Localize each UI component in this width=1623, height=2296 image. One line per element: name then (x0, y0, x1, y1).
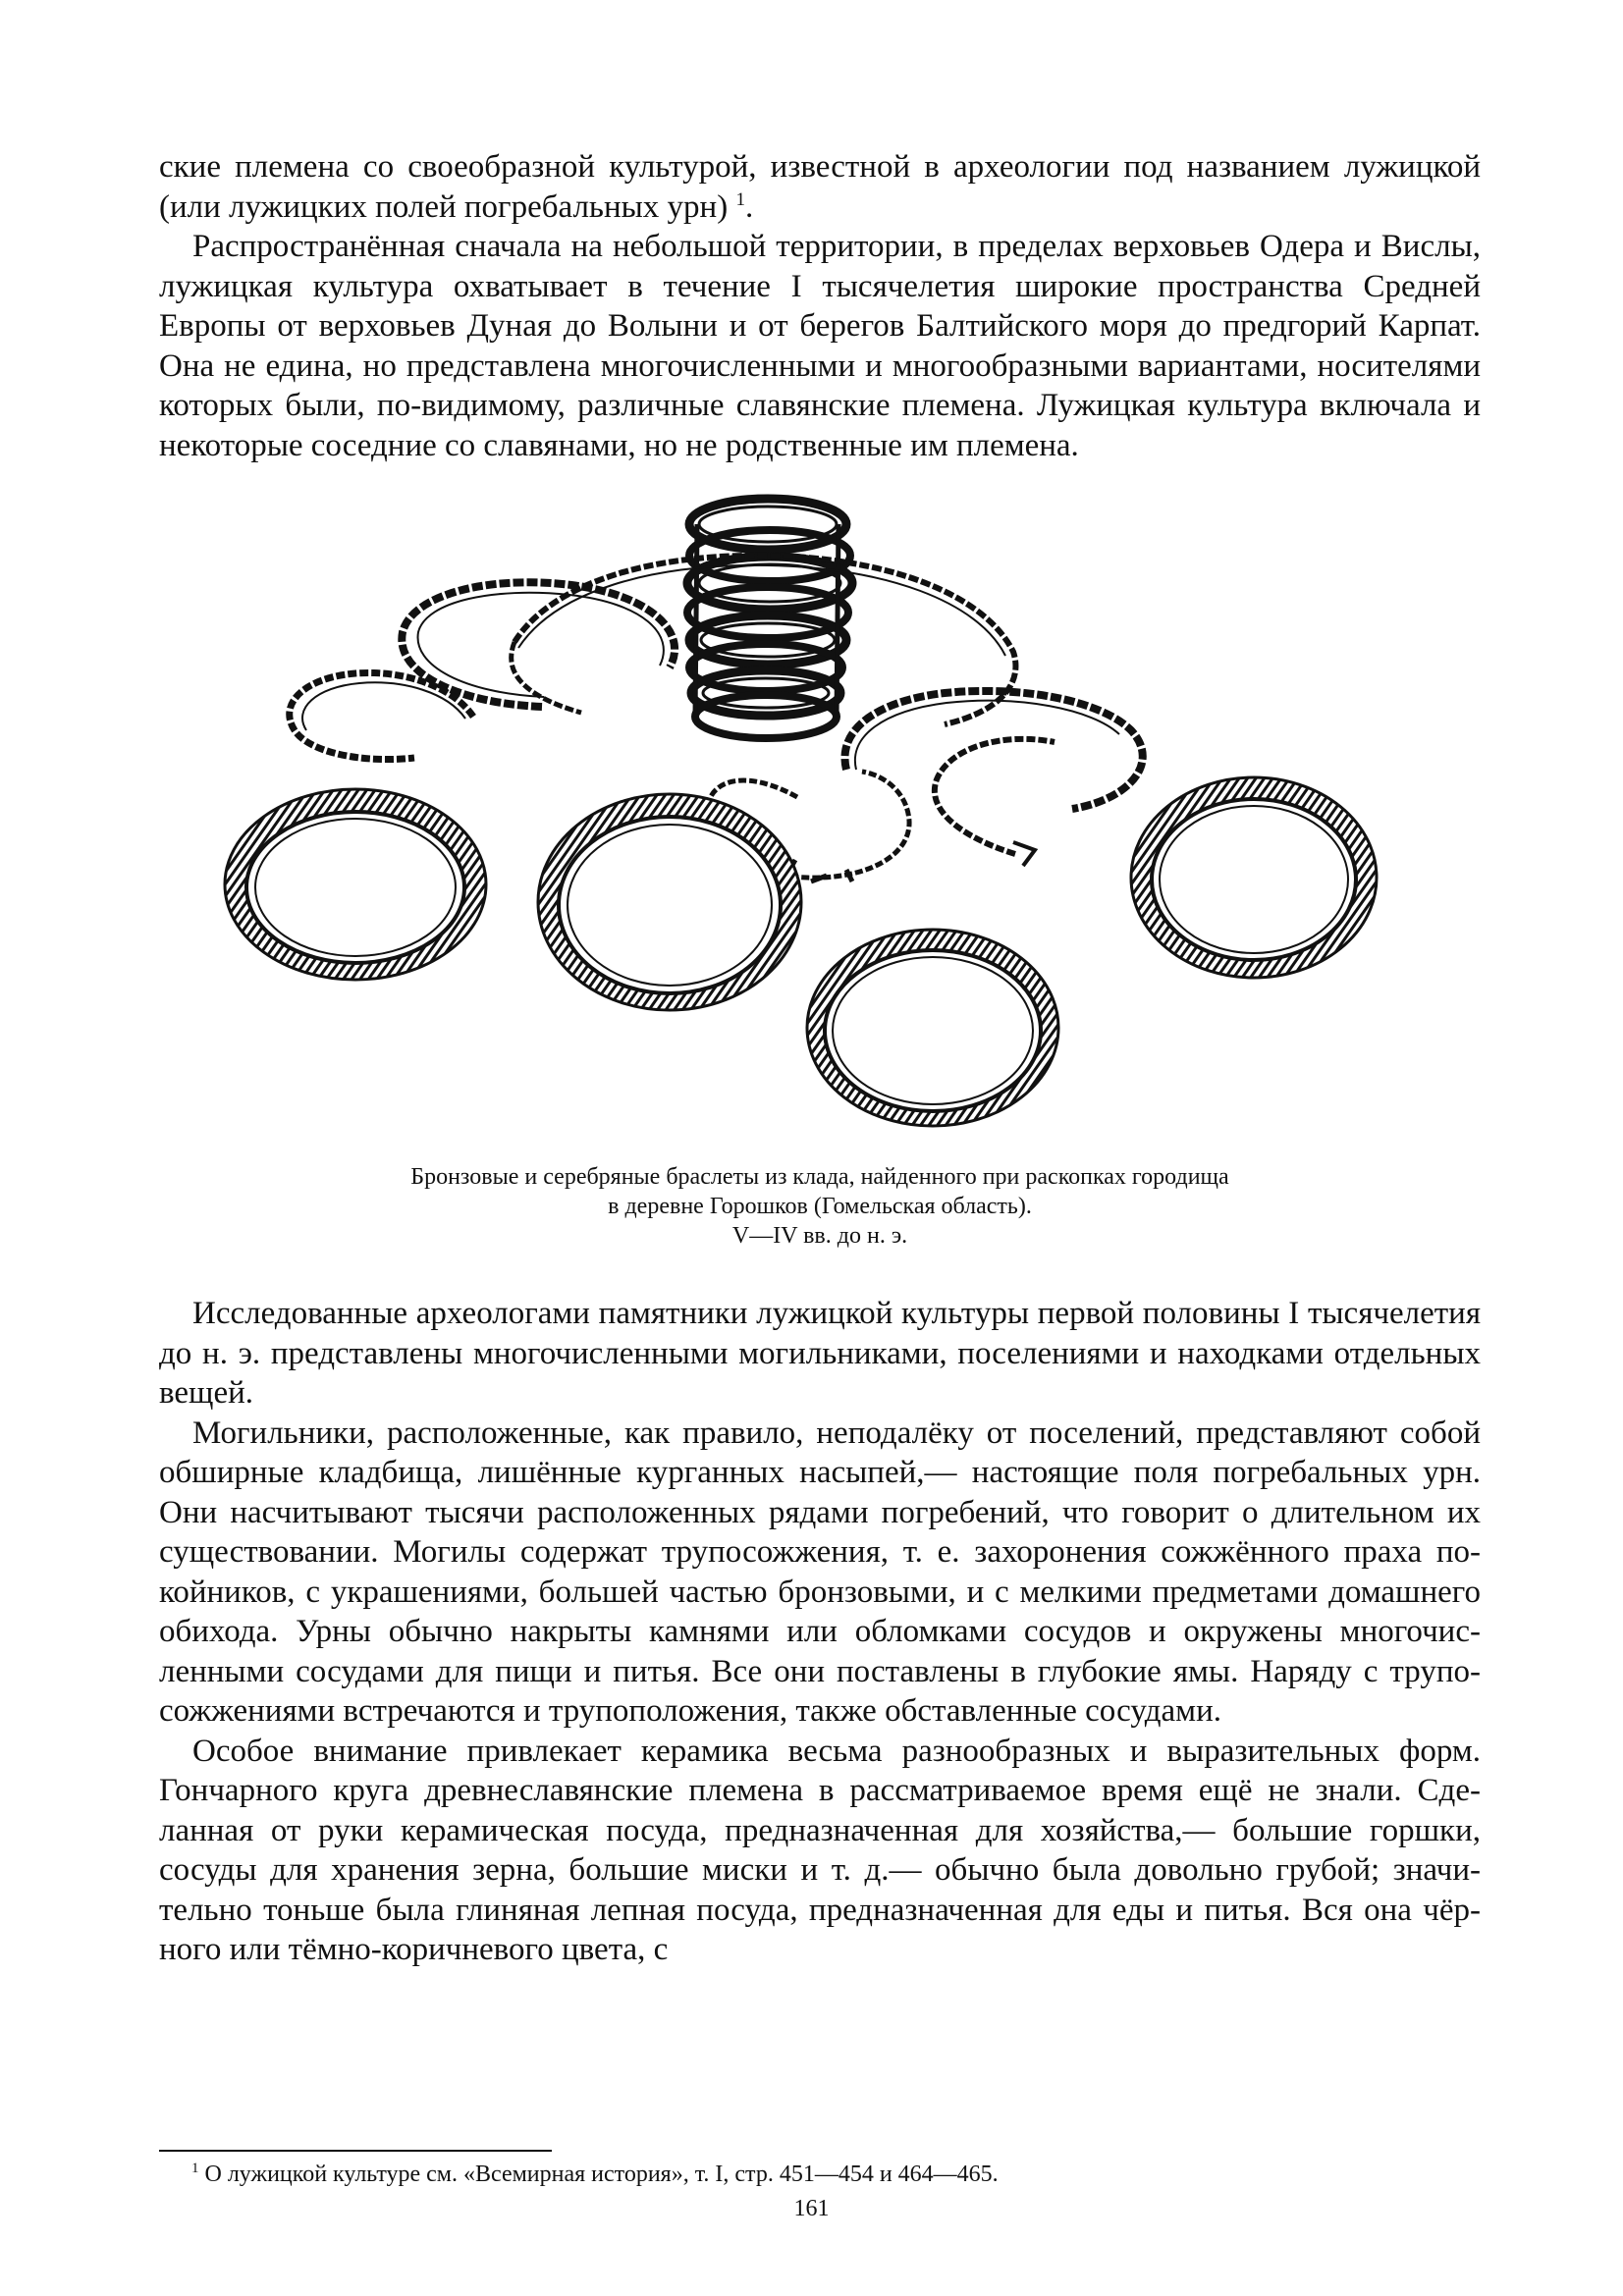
paragraph-1 (159, 147, 1481, 227)
paragraph-1-text: ские племена со своеобразной культурой, известной в археологии под названием лужицкой (или лужицких полей погребальных урн) (159, 149, 1481, 225)
closed-ring-far-right (1131, 777, 1377, 978)
footnote-text: О лужицкой культуре см. «Всемирная история», т. I, стр. 451—454 и 464—465. (204, 2162, 999, 2187)
lower-text-block (159, 1294, 1481, 1970)
paragraph-5: Особое внимание привлекает керамика весьма разнообразных и выразительных форм. Гончарного круга древнеславянские племена в рассматриваемое время ещё не знали. Сделанная от руки керамическая посуда, предназначенная для хозяйства,— большие горшки, сосуды для хранения зерна, большие миски и т. д.— обычно была довольно грубой; значительно тоньше была глиняная лепная посуда, предназначенная для еды и питья. Вся она чёрного или тёмно-коричневого цвета, с (159, 1733, 1481, 1967)
open-ring-right-small (935, 739, 1055, 866)
closed-ring-far-left (225, 789, 486, 980)
footnote (191, 2160, 999, 2189)
bracelets-drawing (159, 485, 1481, 1133)
upper-text-block (159, 147, 1481, 465)
caption-line-1: Бронзовые и серебряные браслеты из клада, найденного при раскопках городища (410, 1164, 1229, 1190)
page-number: 161 (793, 2196, 830, 2221)
footnote-reference[interactable]: 1 (735, 188, 745, 210)
closed-ring-center-left (538, 794, 801, 1010)
spiral-coil-bracelet (687, 499, 852, 738)
paragraph-2: Распространённая сначала на небольшой территории, в пределах верховьев Одера и Вислы, лужицкая культура охватывает в течение I тысячелетия широкие пространства Средней Европы от верховьев Дуная до Волыни и от берегов Балтийского моря до предгорий Карпат. Она не едина, но представлена многочисленными и многообразными вариантами, носителями которых были, по-видимому, различные славянские племена. Лужицкая культура включала и некоторые соседние со славянами, но не родственные им племена. (159, 229, 1481, 463)
bracelets-illustration (159, 485, 1481, 1133)
caption-line-2: в деревне Горошков (Гомельская область). (608, 1194, 1032, 1219)
paragraph-3: Исследованные археологами памятники лужицкой культуры первой половины I тысячелетия до н. э. представлены многочисленными могильниками, поселениями и находками отдельных вещей. (159, 1296, 1481, 1411)
footnote-marker: 1 (191, 2161, 199, 2176)
caption-line-3: V—IV вв. до н. э. (731, 1223, 908, 1249)
paragraph-4: Могильники, расположенные, как правило, неподалёку от поселений, представляют собой обширные кладбища, лишённые курганных насыпей,— настоящие поля погребальных урн. Они насчитывают тысячи расположенных рядами погребений, что говорит о длительном их существовании. Могилы содержат трупосожжения, т. е. захоронения сожжённого праха покойников, с украшениями, большей частью бронзовыми, и с мелкими предметами домашнего обихода. Урны обычно накрыты камнями или обломками сосудов и окружены многочисленными сосудами для пищи и питья. Все они поставлены в глубокие ямы. Наряду с трупосожжениями встречаются и трупоположения, также обставленные сосудами. (159, 1415, 1481, 1729)
closed-ring-bottom-center (807, 930, 1058, 1126)
footnote-divider (159, 2150, 552, 2152)
figure-caption (159, 1162, 1481, 1251)
paragraph-1-end: . (744, 188, 754, 225)
open-ring-right-upper (844, 691, 1142, 809)
